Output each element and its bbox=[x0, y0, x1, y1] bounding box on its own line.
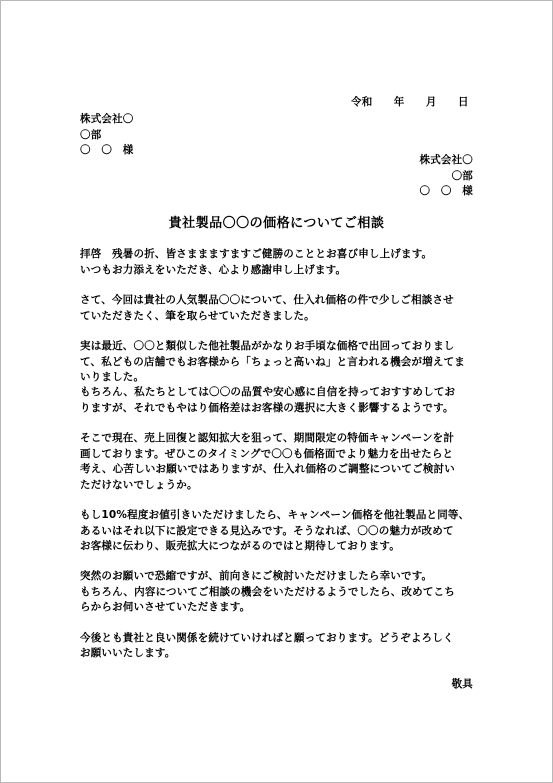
body-line: もちろん、内容についてご相談の機会をいただけるようでしたら、改めてこち bbox=[80, 586, 455, 598]
body-line: 突然のお願いで恐縮ですが、前向きにご検討いただけましたら幸いです。 bbox=[80, 570, 433, 582]
sender-department: 〇部 bbox=[451, 170, 473, 182]
body-line: さて、今回は貴社の人気製品〇〇について、仕入れ価格の件で少しご相談させ bbox=[80, 294, 454, 306]
body-line: もちろん、私たちとしては〇〇の品質や安心感に自信を持っておすすめしてお bbox=[80, 386, 456, 398]
letter-subject: 貴社製品〇〇の価格についてご相談 bbox=[168, 216, 385, 231]
body-line: あるいはそれ以下に設定できる見込みです。そうなれば、〇〇の魅力が改めて bbox=[80, 525, 454, 537]
body-line: ていただきたく、筆を取らせていただきました。 bbox=[80, 310, 315, 322]
body-line: らからお伺いさせていただきます。 bbox=[80, 601, 251, 613]
sender-name: 〇 〇 様 bbox=[419, 185, 473, 197]
body-line: 拝啓 残暑の折、皆さままますますご健勝のこととお喜び申し上げます。 bbox=[80, 248, 433, 260]
letter-closing: 敬具 bbox=[451, 678, 473, 690]
recipient-department: 〇部 bbox=[80, 129, 102, 141]
body-line: て、私どもの店舗でもお客様から「ちょっと高いね」と言われる機会が増えてま bbox=[80, 356, 465, 368]
body-line: りますが、それでもやはり価格差はお客様の選択に大きく影響するようです。 bbox=[80, 402, 454, 414]
body-line: いつもお力添えをいただき、心より感謝申し上げます。 bbox=[80, 264, 347, 276]
body-line: お願いいたします。 bbox=[80, 647, 176, 659]
recipient-company: 株式会社〇 bbox=[80, 113, 134, 125]
body-line: お客様に伝わり、販売拡大につながるのではと期待しております。 bbox=[80, 540, 400, 552]
recipient-name: 〇 〇 様 bbox=[80, 144, 134, 156]
body-line: いりました。 bbox=[80, 371, 145, 383]
body-line: そこで現在、売上回復と認知拡大を狙って、期間限定の特価キャンペーンを計 bbox=[80, 432, 455, 444]
body-line: ただけないでしょうか。 bbox=[80, 479, 198, 491]
body-line: 実は最近、〇〇と類似した他社製品がかなりお手頃な価格で出回っておりまし bbox=[80, 340, 455, 352]
body-line: 今後とも貴社と良い関係を続けていければと願っております。どうぞよろしく bbox=[80, 632, 454, 644]
letter-date: 令和 年 月 日 bbox=[351, 96, 469, 108]
body-line: 考え、心苦しいお願いではありますが、仕入れ価格のご調整についてご検討い bbox=[80, 463, 455, 475]
body-line: もし10%程度お値引きいただけましたら、キャンペーン価格を他社製品と同等、 bbox=[80, 509, 470, 521]
body-line: 画しております。ぜひこのタイミングで〇〇も価格面でより魅力を出せたらと bbox=[80, 448, 454, 460]
sender-company: 株式会社〇 bbox=[419, 154, 473, 166]
